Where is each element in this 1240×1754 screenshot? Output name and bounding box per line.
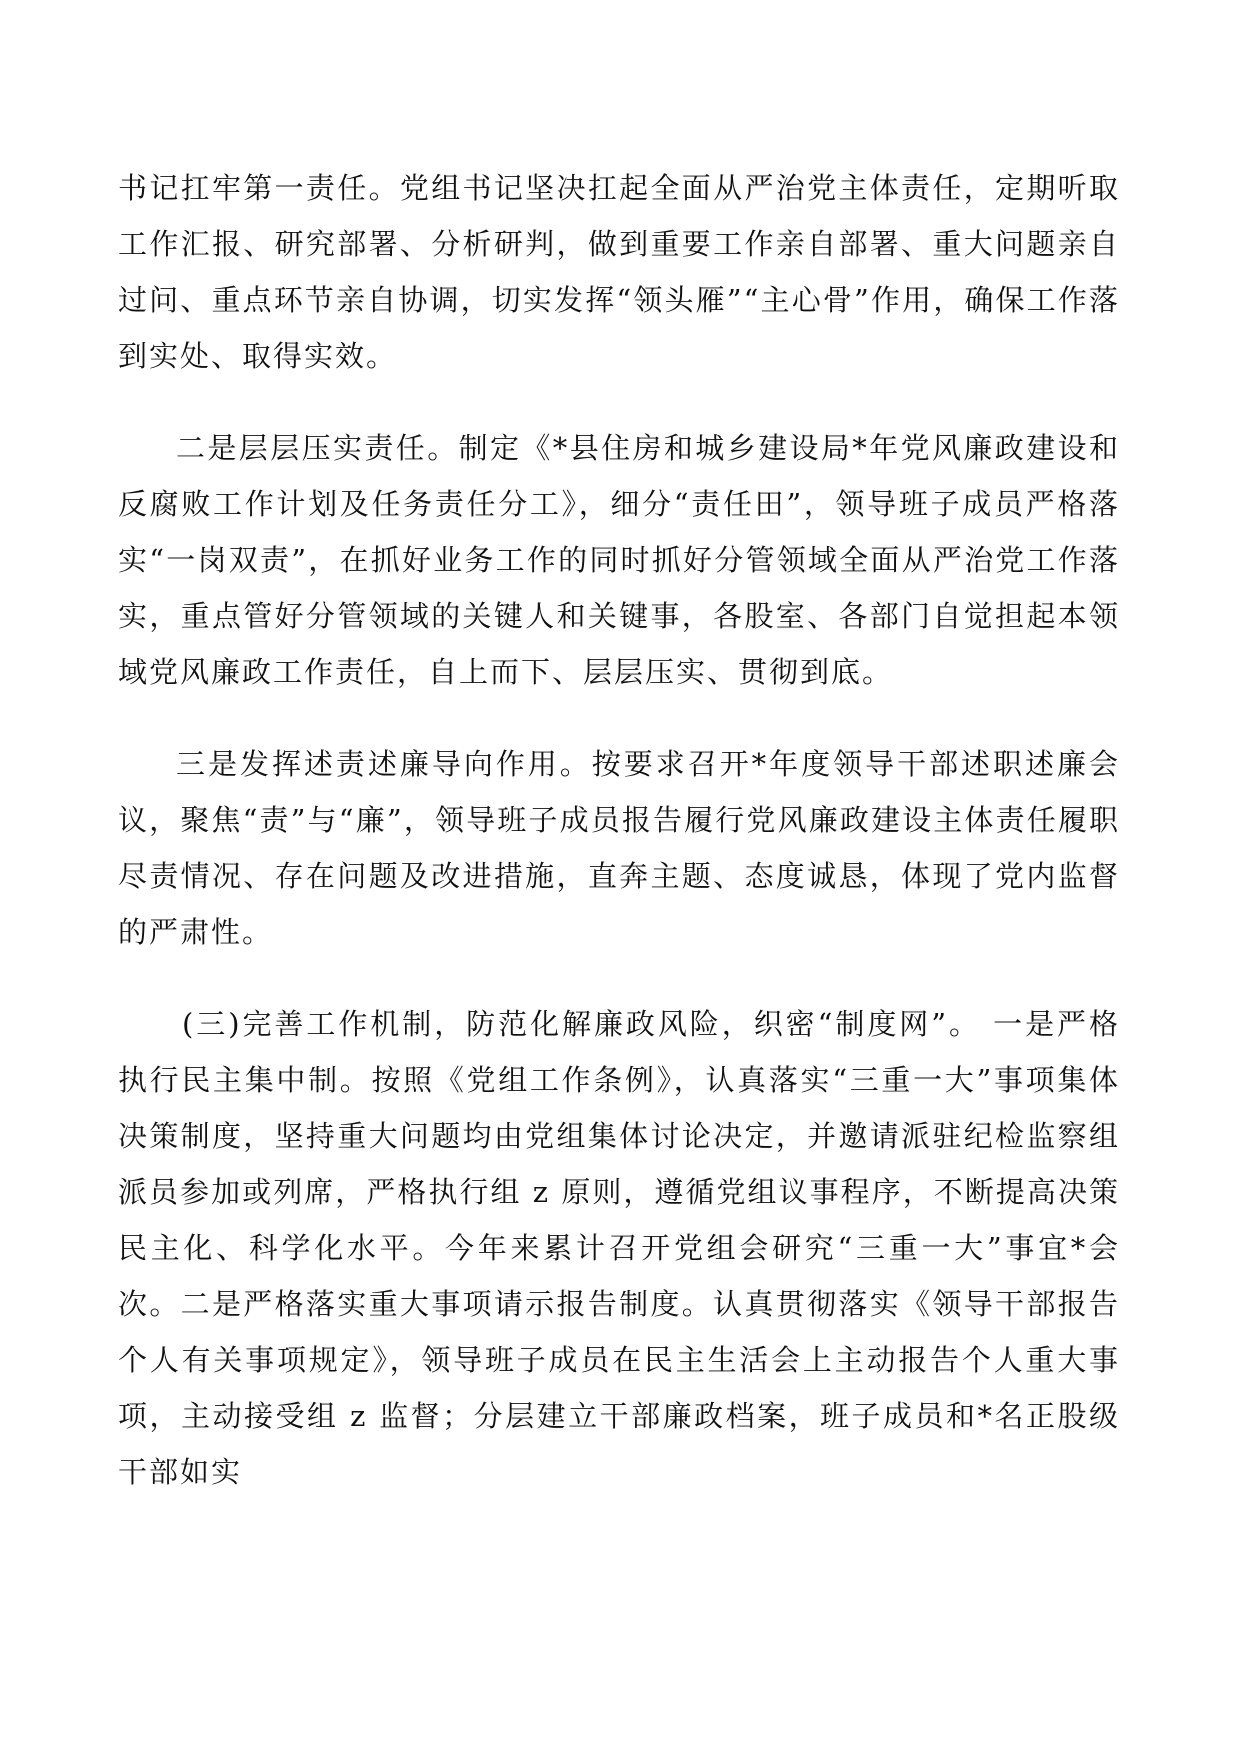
paragraph-4: (三)完善工作机制，防范化解廉政风险，织密“制度网”。 一是严格执行民主集中制。按照《党组工作条例》，认真落实“三重一大”事项集体决策制度，坚持重大问题均由党组集体讨论决定，并邀请派驻纪检监察组派员参加或列席，严格执行组 z 原则，遵循党组议事程序，不断提高决策民主化、科学化水平。今年来累计召开党组会研究“三重一大”事宜*会次。二是严格落实重大事项请示报告制度。认真贯彻落实《领导干部报告个人有关事项规定》，领导班子成员在民主生活会上主动报告个人重大事项，主动接受组 z 监督；分层建立干部廉政档案，班子成员和*名正股级干部如实 bbox=[118, 1007, 1120, 1489]
paragraph-3: 三是发挥述责述廉导向作用。按要求召开*年度领导干部述职述廉会议，聚焦“责”与“廉”，领导班子成员报告履行党风廉政建设主体责任履职尽责情况、存在问题及改进措施，直奔主题、态度诚恳，体现了党内监督的严肃性。 bbox=[118, 747, 1120, 949]
paragraph-1: 书记扛牢第一责任。党组书记坚决扛起全面从严治党主体责任，定期听取工作汇报、研究部署、分析研判，做到重要工作亲自部署、重大问题亲自过问、重点环节亲自协调，切实发挥“领头雁”“主心骨”作用，确保工作落到实处、取得实效。 bbox=[118, 171, 1120, 373]
document-page bbox=[118, 160, 1120, 1536]
paragraph-2: 二是层层压实责任。制定《*县住房和城乡建设局*年党风廉政建设和反腐败工作计划及任务责任分工》，细分“责任田”，领导班子成员严格落实“一岗双责”，在抓好业务工作的同时抓好分管领域全面从严治党工作落实，重点管好分管领域的关键人和关键事，各股室、各部门自觉担起本领域党风廉政工作责任，自上而下、层层压实、贯彻到底。 bbox=[118, 431, 1120, 689]
